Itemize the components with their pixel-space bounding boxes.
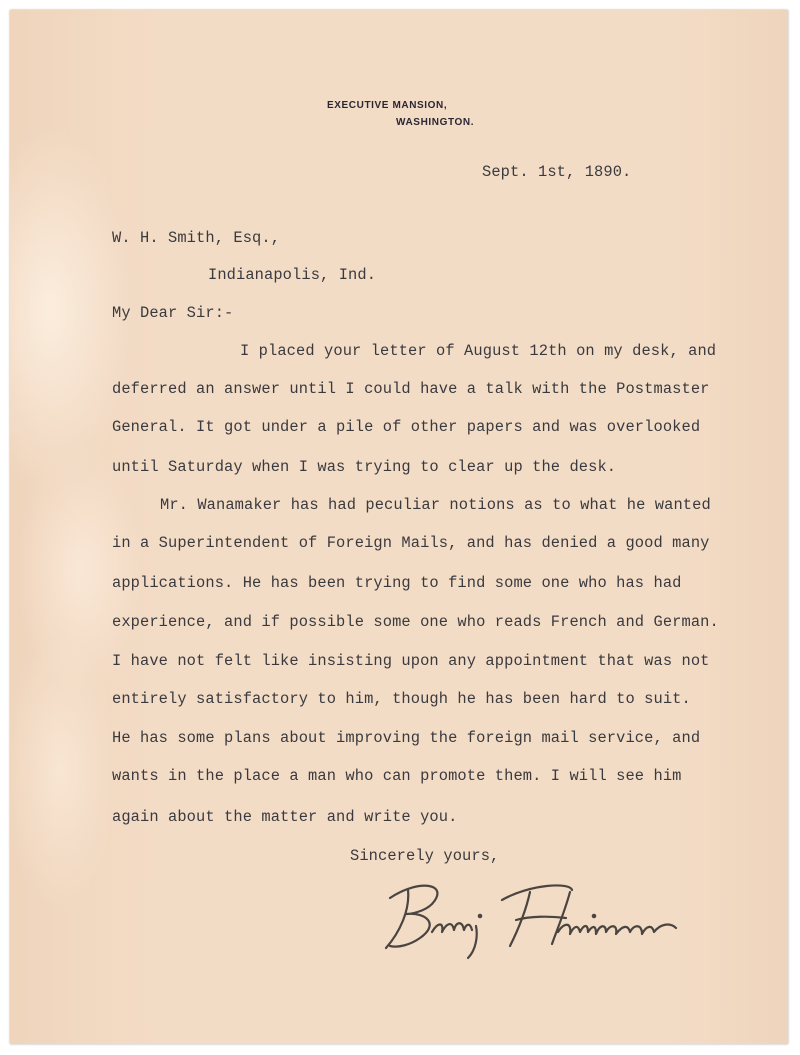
body-line: General. It got under a pile of other papers and was overlooked xyxy=(112,418,701,436)
letter-date: Sept. 1st, 1890. xyxy=(482,163,632,181)
body-line: until Saturday when I was trying to clear up the desk. xyxy=(112,458,617,476)
closing: Sincerely yours, xyxy=(350,847,500,865)
letterhead-line-1: EXECUTIVE MANSION, xyxy=(327,100,448,111)
body-line: entirely satisfactory to him, though he has been hard to suit. xyxy=(112,690,691,708)
letterhead-line-2: WASHINGTON. xyxy=(396,117,475,128)
body-line: deferred an answer until I could have a talk with the Postmaster xyxy=(112,380,710,398)
body-line: experience, and if possible some one who reads French and German. xyxy=(112,613,719,631)
signature xyxy=(380,870,690,960)
body-line: in a Superintendent of Foreign Mails, and has denied a good many xyxy=(112,534,710,552)
body-line: Mr. Wanamaker has had peculiar notions as to what he wanted xyxy=(160,496,711,514)
body-line: applications. He has been trying to find some one who has had xyxy=(112,574,682,592)
body-line: again about the matter and write you. xyxy=(112,808,458,826)
salutation: My Dear Sir:- xyxy=(112,304,234,322)
recipient-city: Indianapolis, Ind. xyxy=(208,266,377,284)
body-line: wants in the place a man who can promote them. I will see him xyxy=(112,767,682,785)
body-line: I placed your letter of August 12th on my desk, and xyxy=(240,342,717,360)
signature-image xyxy=(380,870,690,960)
body-line: I have not felt like insisting upon any appointment that was not xyxy=(112,652,710,670)
recipient-name: W. H. Smith, Esq., xyxy=(112,229,281,247)
body-line: He has some plans about improving the foreign mail service, and xyxy=(112,729,701,747)
